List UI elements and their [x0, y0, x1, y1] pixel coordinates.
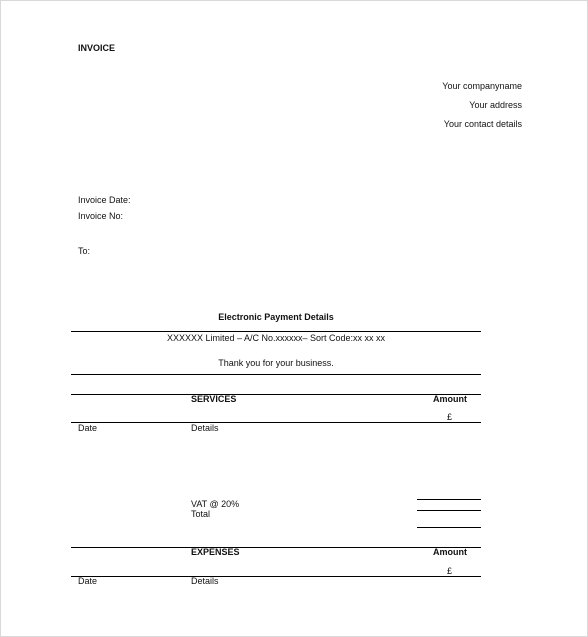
- expenses-date-label: Date: [78, 576, 98, 586]
- company-name: Your companyname: [442, 81, 522, 91]
- expenses-top-divider: [71, 547, 481, 548]
- payment-heading: Electronic Payment Details: [218, 312, 334, 322]
- services-top-divider: [71, 394, 481, 395]
- invoice-title: INVOICE: [78, 43, 116, 53]
- to-label: To:: [78, 246, 91, 256]
- services-amount-label: Amount: [433, 394, 467, 404]
- payment-bottom-divider: [71, 374, 481, 375]
- services-heading: SERVICES: [191, 394, 237, 404]
- expenses-details-label: Details: [191, 576, 219, 586]
- expenses-heading: EXPENSES: [191, 547, 240, 557]
- thanks-message: Thank you for your business.: [218, 358, 334, 368]
- subtotal-line: [417, 510, 481, 511]
- services-header-divider: [71, 422, 481, 423]
- services-details-label: Details: [191, 423, 219, 433]
- payment-divider: [71, 331, 481, 332]
- expenses-header-divider: [71, 576, 481, 577]
- total-line: [417, 527, 481, 528]
- vat-line: [417, 499, 481, 500]
- company-contact: Your contact details: [443, 119, 522, 129]
- services-currency: £: [447, 412, 453, 422]
- invoice-no-label: Invoice No:: [78, 211, 124, 221]
- services-date-label: Date: [78, 423, 98, 433]
- company-address: Your address: [469, 100, 522, 110]
- vat-label: VAT @ 20%: [191, 499, 240, 509]
- total-label: Total: [191, 509, 211, 519]
- payment-details: XXXXXX Limited – A/C No.xxxxxx– Sort Code:xx xx xx: [166, 333, 386, 343]
- expenses-amount-label: Amount: [433, 547, 467, 557]
- expenses-currency: £: [447, 566, 453, 576]
- invoice-date-label: Invoice Date:: [78, 195, 131, 205]
